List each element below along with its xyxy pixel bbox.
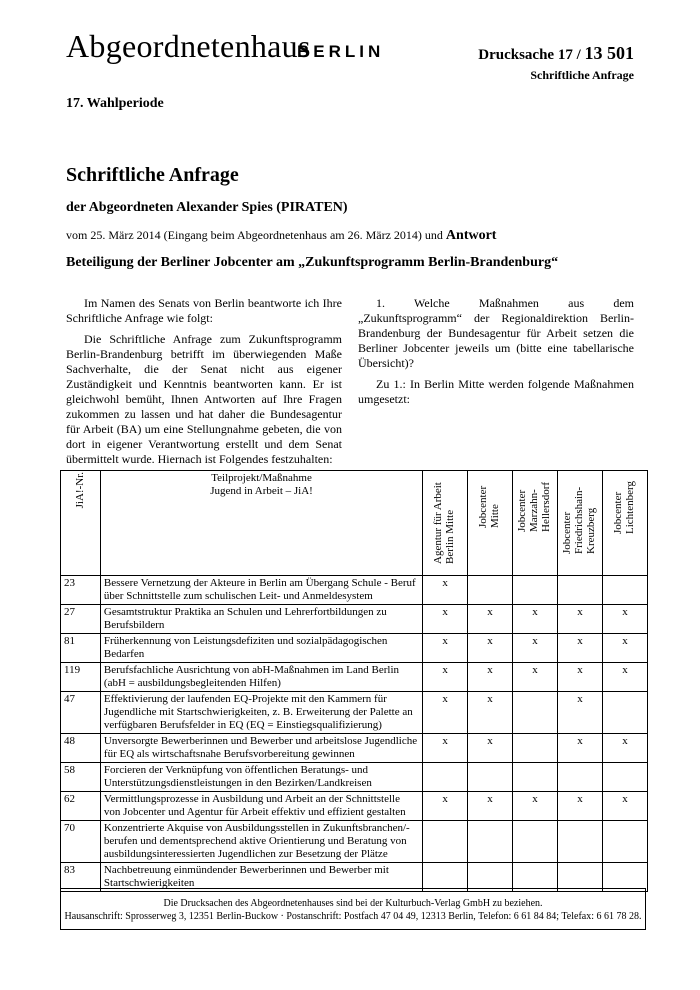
row-mark: x bbox=[423, 792, 468, 821]
table-header-row bbox=[61, 471, 648, 576]
row-mark bbox=[558, 576, 603, 605]
col-header-nr: JiA!-Nr. bbox=[61, 471, 101, 576]
paragraph: Im Namen des Senats von Berlin beantworte ich Ihre Schriftliche Anfrage wie folgt: bbox=[66, 296, 342, 325]
row-mark: x bbox=[513, 792, 558, 821]
col-header-agentur: Agentur für Arbeit Berlin Mitte bbox=[423, 471, 468, 576]
answer: Zu 1.: In Berlin Mitte werden folgende Maßnahmen umgesetzt: bbox=[358, 377, 634, 406]
body-right-column bbox=[358, 296, 634, 413]
row-mark bbox=[513, 734, 558, 763]
table-row bbox=[61, 692, 648, 734]
row-mark: x bbox=[603, 634, 648, 663]
row-mark: x bbox=[558, 734, 603, 763]
antwort-label: Antwort bbox=[445, 228, 497, 243]
drucksache-number bbox=[478, 44, 634, 64]
row-number: 81 bbox=[61, 634, 101, 663]
row-mark bbox=[423, 821, 468, 863]
row-measure: Vermittlungsprozesse in Ausbildung und Arbeit an der Schnittstelle von Jobcenter und Agentur für Arbeit effektiv und effizient gestalten bbox=[100, 792, 422, 821]
row-mark: x bbox=[468, 792, 513, 821]
date-line bbox=[66, 228, 496, 244]
row-mark: x bbox=[558, 692, 603, 734]
logo-wordmark: Abgeordnetenhaus bbox=[66, 28, 311, 64]
footer-box bbox=[60, 888, 646, 930]
author-line: der Abgeordneten Alexander Spies (PIRATEN) bbox=[66, 200, 348, 215]
row-mark: x bbox=[603, 734, 648, 763]
row-number: 23 bbox=[61, 576, 101, 605]
row-mark: x bbox=[513, 634, 558, 663]
row-measure: Forcieren der Verknüpfung von öffentlichen Beratungs- und Unterstützungsdienstleistungen in den Bezirken/Landkreisen bbox=[100, 763, 422, 792]
measures-table bbox=[60, 470, 648, 892]
row-mark: x bbox=[558, 605, 603, 634]
row-mark: x bbox=[468, 634, 513, 663]
row-measure: Berufsfachliche Ausrichtung von abH-Maßnahmen im Land Berlin (abH = ausbildungsbegleitenden Hilfen) bbox=[100, 663, 422, 692]
question: 1. Welche Maßnahmen aus dem „Zukunftsprogramm“ der Regionaldirektion Berlin-Brandenburg der Bundesagentur für Arbeit setzen die Berliner Jobcenter jeweils um (bitte eine tabellarische Übersicht)? bbox=[358, 296, 634, 370]
col-header-measure bbox=[100, 471, 422, 576]
row-mark bbox=[468, 763, 513, 792]
row-mark: x bbox=[558, 792, 603, 821]
row-mark: x bbox=[603, 663, 648, 692]
row-number: 62 bbox=[61, 792, 101, 821]
row-mark bbox=[513, 821, 558, 863]
table-row bbox=[61, 605, 648, 634]
row-number: 27 bbox=[61, 605, 101, 634]
row-measure: Unversorgte Bewerberinnen und Bewerber und arbeitslose Jugendliche für EQ als wirtschaftsnahe Berufsvorbereitung gewinnen bbox=[100, 734, 422, 763]
logo-berlin: BERLIN bbox=[297, 42, 385, 61]
row-measure: Bessere Vernetzung der Akteure in Berlin am Übergang Schule - Beruf über Schnittstelle zum schulischen Leit- und Anmeldesystem bbox=[100, 576, 422, 605]
table-row bbox=[61, 792, 648, 821]
table-row bbox=[61, 663, 648, 692]
table-row bbox=[61, 821, 648, 863]
row-mark: x bbox=[423, 663, 468, 692]
row-mark: x bbox=[603, 792, 648, 821]
col-header-jc-mitte: Jobcenter Mitte bbox=[468, 471, 513, 576]
row-mark: x bbox=[423, 692, 468, 734]
row-mark bbox=[513, 763, 558, 792]
table-row bbox=[61, 734, 648, 763]
drucksache-label: Drucksache 17 / bbox=[478, 47, 581, 63]
row-mark: x bbox=[423, 634, 468, 663]
row-number: 83 bbox=[61, 863, 101, 892]
table-row bbox=[61, 576, 648, 605]
row-mark: x bbox=[423, 734, 468, 763]
row-mark: x bbox=[558, 663, 603, 692]
row-number: 58 bbox=[61, 763, 101, 792]
footer-line2: Hausanschrift: Sprosserweg 3, 12351 Berlin-Buckow · Postanschrift: Postfach 47 04 49, 12313 Berlin, Telefon: 6 61 84 84; Telefax: 6 61 78 28. bbox=[64, 911, 642, 922]
row-measure: Konzentrierte Akquise von Ausbildungsstellen in Zukunftsbranchen/-berufen und dementsprechend aktive Orientierung und Beratung von ausbildungsinteressierten Jugendlichen zur Besetzung der Plätze bbox=[100, 821, 422, 863]
footer-line1: Die Drucksachen des Abgeordnetenhauses sind bei der Kulturbuch-Verlag GmbH zu beziehen. bbox=[163, 898, 543, 909]
row-mark bbox=[603, 576, 648, 605]
row-mark: x bbox=[513, 663, 558, 692]
row-mark: x bbox=[468, 734, 513, 763]
wahlperiode: 17. Wahlperiode bbox=[66, 96, 164, 111]
row-mark: x bbox=[468, 692, 513, 734]
row-mark bbox=[513, 576, 558, 605]
paragraph: Die Schriftliche Anfrage zum Zukunftsprogramm Berlin-Brandenburg betrifft im überwiegenden Maße Sachverhalte, die der Senat nicht aus eigener Zuständigkeit und Kenntnis beantworten kann. Er ist gleichwohl bemüht, Ihnen Antworten auf Ihre Fragen zukommen zu lassen und hat daher die Bundesagentur für Arbeit (BA) um eine Stellungnahme gebeten, die von dort in eigener Verantwortung erstellt und dem Senat übermittelt wurde. Hiernach ist Folgendes festzuhalten: bbox=[66, 332, 342, 466]
table-row bbox=[61, 634, 648, 663]
col-header-measure-line2: Jugend in Arbeit – JiA! bbox=[210, 485, 313, 497]
row-mark bbox=[558, 763, 603, 792]
row-mark bbox=[468, 576, 513, 605]
row-measure: Gesamtstruktur Praktika an Schulen und Lehrerfortbildungen zu Berufsbildern bbox=[100, 605, 422, 634]
row-mark: x bbox=[558, 634, 603, 663]
col-header-jc-marzahn: Jobcenter Marzahn-Hellersdorf bbox=[513, 471, 558, 576]
row-measure: Effektivierung der laufenden EQ-Projekte mit den Kammern für Jugendliche mit Startschwierigkeiten, z. B. Erweiterung der Palette an verfügbaren Berufsfelder in EQ (EQ = Einstiegsqualifizierung) bbox=[100, 692, 422, 734]
row-number: 48 bbox=[61, 734, 101, 763]
table-row bbox=[61, 763, 648, 792]
row-measure: Früherkennung von Leistungsdefiziten und sozialpädagogischen Bedarfen bbox=[100, 634, 422, 663]
row-mark bbox=[513, 692, 558, 734]
col-header-jc-friedrichshain: Jobcenter Friedrichshain-Kreuzberg bbox=[558, 471, 603, 576]
row-mark: x bbox=[513, 605, 558, 634]
row-mark: x bbox=[468, 663, 513, 692]
row-measure: Nachbetreuung einmündender Bewerberinnen und Bewerber mit Startschwierigkeiten bbox=[100, 863, 422, 892]
row-mark bbox=[603, 692, 648, 734]
row-mark bbox=[603, 763, 648, 792]
col-header-jc-lichtenberg: Jobcenter Lichtenberg bbox=[603, 471, 648, 576]
col-header-measure-line1: Teilprojekt/Maßnahme bbox=[211, 472, 312, 484]
body-left-column bbox=[66, 296, 342, 473]
row-mark bbox=[468, 821, 513, 863]
drucksache-value: 13 501 bbox=[584, 43, 634, 63]
subject-heading: Beteiligung der Berliner Jobcenter am „Zukunftsprogramm Berlin-Brandenburg“ bbox=[66, 255, 559, 270]
row-mark: x bbox=[468, 605, 513, 634]
row-mark bbox=[603, 821, 648, 863]
row-mark: x bbox=[423, 576, 468, 605]
row-number: 119 bbox=[61, 663, 101, 692]
row-mark bbox=[423, 763, 468, 792]
row-mark: x bbox=[423, 605, 468, 634]
row-mark: x bbox=[603, 605, 648, 634]
page-title: Schriftliche Anfrage bbox=[66, 164, 239, 186]
date-text: vom 25. März 2014 (Eingang beim Abgeordnetenhaus am 26. März 2014) und bbox=[66, 228, 443, 242]
row-number: 70 bbox=[61, 821, 101, 863]
doc-type: Schriftliche Anfrage bbox=[530, 68, 634, 82]
row-number: 47 bbox=[61, 692, 101, 734]
row-mark bbox=[558, 821, 603, 863]
